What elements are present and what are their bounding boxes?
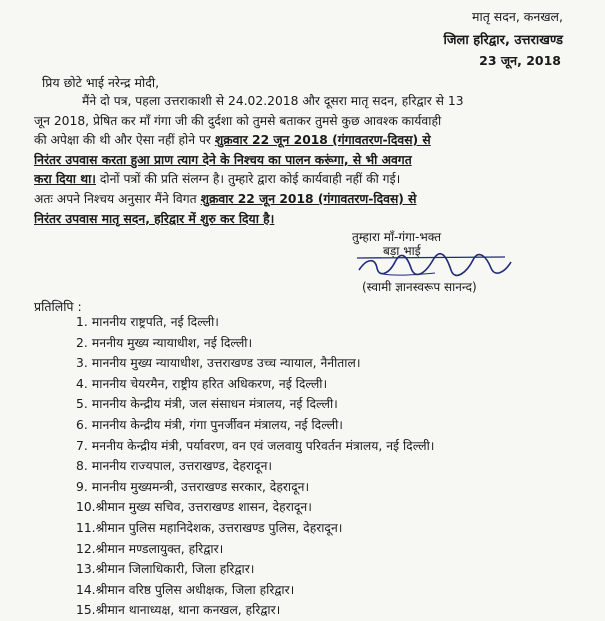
list-item [76, 477, 434, 498]
underlined-text: शुक्रवार 22 जून 2018 (गंगावतरण-दिवस) से [200, 192, 417, 206]
item-text: मननीय केन्द्रीय मंत्री, पर्यावरण, वन एवं जलवायु परिवर्तन मंत्रालय, नई दिल्ली। [91, 438, 435, 453]
underlined-text: करा दिया था। [34, 172, 96, 186]
signoff-line2: बड़ा भाई [383, 244, 421, 258]
item-number: 4. [76, 376, 88, 391]
letter-date: 23 जून, 2018 [479, 53, 561, 68]
item-number: 10. [76, 500, 96, 515]
item-text: माननीय राष्ट्रपति, नई दिल्ली। [91, 315, 219, 329]
signoff-line1: तुम्हारा माँ-गंगा-भक्त [352, 230, 442, 244]
list-item [76, 312, 434, 333]
list-item [76, 374, 434, 395]
item-number: 11. [76, 520, 96, 535]
list-item [76, 456, 434, 477]
item-number: 12. [76, 541, 96, 556]
list-item [76, 353, 434, 374]
underlined-text: शुक्रवार 22 जून 2018 (गंगावतरण-दिवस) से [214, 133, 431, 147]
item-text: माननीय मुख्यमन्त्री, उत्तराखण्ड सरकार, देहरादून। [91, 479, 310, 494]
item-text: माननीय चेयरमैन, राष्ट्रीय हरित अधिकरण, नई दिल्ली। [91, 376, 328, 391]
item-number: 9. [76, 479, 88, 494]
paragraph-line [34, 190, 572, 210]
text-run: की अपेक्षा की थी और ऐसा नहीं होने पर [34, 133, 215, 147]
list-item [76, 600, 434, 621]
text-run: अतः अपने निश्चय अनुसार मैंने विगत [34, 192, 201, 206]
salutation: प्रिय छोटे भाई नरेन्द्र मोदी, [42, 75, 160, 90]
list-item [76, 415, 434, 436]
paragraph-line [34, 170, 572, 190]
cc-label: प्रतिलिपि : [34, 299, 82, 314]
item-text: माननीय राज्यपाल, उत्तराखण्ड, देहरादून। [91, 459, 273, 474]
item-text: माननीय मुख्य न्यायाधीश, उत्तराखण्ड उच्च न्यायाल, नैनीताल। [91, 356, 361, 371]
list-item [76, 559, 434, 580]
item-text: मननीय मुख्य न्यायाधीश, नई दिल्ली। [91, 335, 253, 350]
item-number: 3. [76, 356, 88, 371]
handwritten-signature [355, 252, 515, 278]
item-text: माननीय केन्द्रीय मंत्री, गंगा पुनर्जीवन मंत्रालय, नई दिल्ली। [91, 417, 343, 432]
paragraph-2 [34, 190, 572, 229]
item-text: श्रीमान जिलाधिकारी, जिला हरिद्वार। [95, 562, 255, 577]
paragraph-line [34, 131, 572, 151]
list-item [76, 580, 434, 601]
recipient-list [76, 312, 434, 621]
signatory-name: (स्वामी ज्ञानस्वरूप सानन्द) [362, 280, 477, 294]
list-item [76, 539, 434, 560]
paragraph-1 [34, 92, 572, 190]
item-number: 14. [76, 582, 96, 597]
item-number: 8. [76, 459, 88, 474]
underlined-text: निरंतर उपवास मातृ सदन, हरिद्वार में शुरु कर दिया है। [34, 211, 275, 226]
list-item [76, 333, 434, 354]
item-number: 6. [76, 417, 88, 432]
list-item [76, 518, 434, 539]
paragraph-line: मैंने दो पत्र, पहला उत्तराकाशी से 24.02.2018 और दूसरा मातृ सदन, हरिद्वार से 13 [82, 94, 464, 108]
item-text: माननीय केन्द्रीय मंत्री, जल संसाधन मंत्रालय, नई दिल्ली। [91, 397, 338, 412]
sender-address-line2: जिला हरिद्वार, उत्तराखण्ड [443, 33, 563, 48]
item-number: 1. [76, 315, 88, 329]
item-number: 15. [76, 603, 96, 618]
item-text: श्रीमान पुलिस महानिदेशक, उत्तराखण्ड पुलिस, देहरादून। [95, 520, 343, 535]
item-number: 13. [76, 562, 96, 577]
text-run: दोनों पत्रों की प्रति संलग्न है। तुम्हारे द्वारा कोई कार्यवाही नहीं की गई। [95, 172, 401, 186]
sender-address-line1: मातृ सदन, कनखल, [472, 9, 563, 24]
item-text: श्रीमान मण्डलायुक्त, हरिद्वार। [95, 541, 224, 556]
item-number: 2. [76, 335, 88, 350]
list-item [76, 394, 434, 415]
list-item [76, 497, 434, 518]
item-number: 7. [76, 438, 88, 453]
item-number: 5. [76, 397, 88, 412]
underlined-text: निरंतर उपवास करता हुआ प्राण त्याग देने के निश्चय का पालन करूंगा, से भी अवगत [34, 152, 412, 167]
item-text: श्रीमान थानाध्यक्ष, थाना कनखल, हरिद्वार। [95, 603, 281, 618]
list-item [76, 436, 434, 457]
item-text: श्रीमान वरिष्ठ पुलिस अधीक्षक, जिला हरिद्वार। [95, 582, 295, 597]
paragraph-line: जून 2018, प्रेषित कर माँ गंगा जी की दुर्दशा को तुमसे बताकर तुमसे कुछ आवश्क कार्यवाही [34, 113, 442, 128]
item-text: श्रीमान मुख्य सचिव, उत्तराखण्ड शासन, देहरादून। [95, 500, 312, 515]
